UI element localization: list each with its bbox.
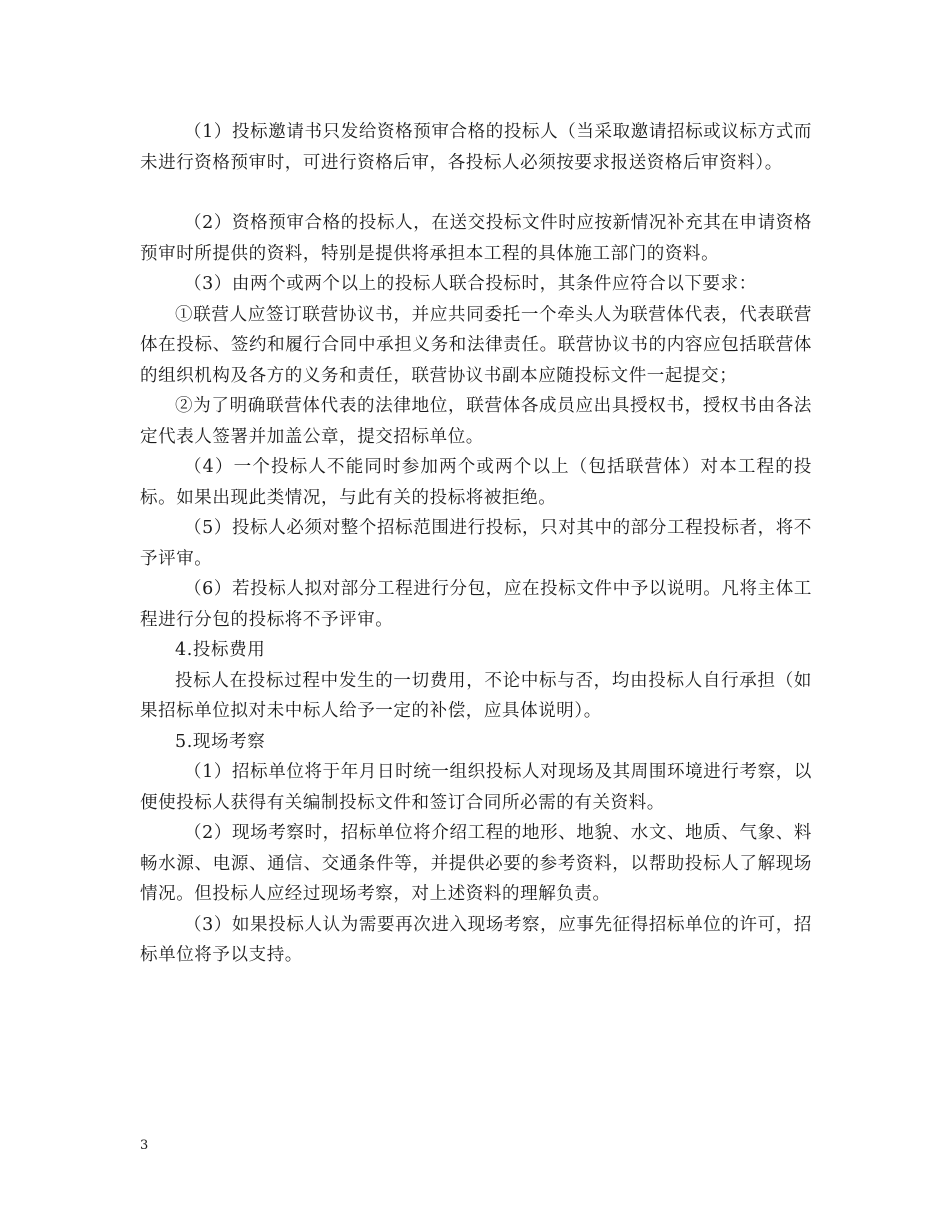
page-number: 3 — [140, 1138, 149, 1153]
paragraph-full-scope-bid: （5）投标人必须对整个招标范围进行投标，只对其中的部分工程投标者，将不予评审。 — [140, 518, 812, 569]
paragraph-site-visit-organization: （1）招标单位将于年月日时统一组织投标人对现场及其周围环境进行考察，以便使投标人获得有关编制投标文件和签订合同所必需的有关资料。 — [140, 762, 812, 813]
paragraph-prequalified-invitation: （1）投标邀请书只发给资格预审合格的投标人（当采取邀请招标或议标方式而未进行资格预审时，可进行资格后审，各投标人必须按要求报送资格后审资料）。 — [140, 122, 812, 173]
paragraph-authorization: ②为了明确联营体代表的法律地位，联营体各成员应出具授权书，授权书由各法定代表人签署并加盖公章，提交招标单位。 — [140, 396, 812, 447]
document-body — [140, 117, 812, 971]
paragraph-subcontracting: （6）若投标人拟对部分工程进行分包，应在投标文件中予以说明。凡将主体工程进行分包的投标将不予评审。 — [140, 579, 812, 630]
section-heading-bid-costs: 4.投标费用 — [175, 640, 266, 660]
paragraph-site-visit-briefing: （2）现场考察时，招标单位将介绍工程的地形、地貌、水文、地质、气象、料畅水源、电源、通信、交通条件等，并提供必要的参考资料，以帮助投标人了解现场情况。但投标人应经过现场考察，对上述资料的理解负责。 — [140, 823, 812, 904]
paragraph-bid-costs: 投标人在投标过程中发生的一切费用，不论中标与否，均由投标人自行承担（如果招标单位拟对未中标人给予一定的补偿，应具体说明）。 — [140, 670, 812, 721]
paragraph-single-bidder-rule: （4）一个投标人不能同时参加两个或两个以上（包括联营体）对本工程的投标。如果出现此类情况，与此有关的投标将被拒绝。 — [140, 457, 812, 508]
paragraph-joint-bid-conditions: （3）由两个或两个以上的投标人联合投标时，其条件应符合以下要求： — [184, 274, 757, 294]
paragraph-supplement-materials: （2）资格预审合格的投标人，在送交投标文件时应按新情况补充其在申请资格预审时所提供的资料，特别是提供将承担本工程的具体施工部门的资料。 — [140, 213, 812, 264]
paragraph-repeat-site-visit: （3）如果投标人认为需要再次进入现场考察，应事先征得招标单位的许可，招标单位将予以支持。 — [140, 914, 812, 965]
paragraph-joint-agreement: ①联营人应签订联营协议书，并应共同委托一个牵头人为联营体代表，代表联营体在投标、签约和履行合同中承担义务和法律责任。联营协议书的内容应包括联营体的组织机构及各方的义务和责任，联营协议书副本应随投标文件一起提交； — [140, 304, 812, 386]
section-heading-site-visit: 5.现场考察 — [175, 731, 266, 752]
